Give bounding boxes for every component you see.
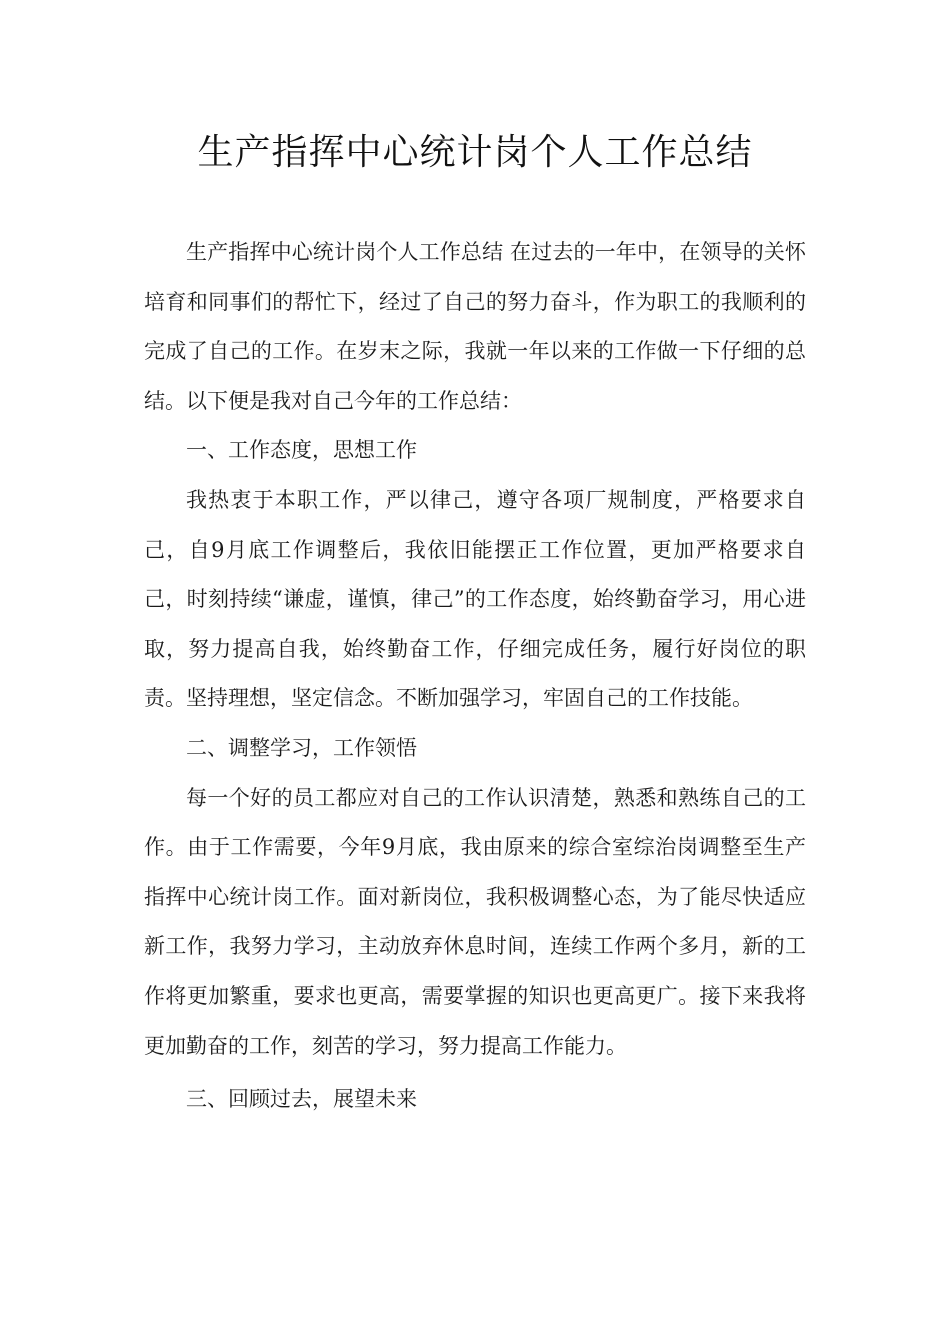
intro-paragraph: 生产指挥中心统计岗个人工作总结 在过去的一年中，在领导的关怀培育和同事们的帮忙下，经过了自己的努力奋斗，作为职工的我顺利的完成了自己的工作。在岁末之际，我就一年以来的工作做一下仔细的总结。以下便是我对自己今年的工作总结： [144, 240, 806, 413]
section-body-2: 每一个好的员工都应对自己的工作认识清楚，熟悉和熟练自己的工作。由于工作需要，今年9月底，我由原来的综合室综治岗调整至生产指挥中心统计岗工作。面对新岗位，我积极调整心态，为了能尽快适应新工作，我努力学习，主动放弃休息时间，连续工作两个多月，新的工作将更加繁重，要求也更高，需要掌握的知识也更高更广。接下来我将更加勤奋的工作，刻苦的学习，努力提高工作能力。 [144, 785, 806, 1058]
section-heading-2: 二、调整学习，工作领悟 [186, 735, 417, 760]
section-heading-1: 一、工作态度，思想工作 [186, 438, 417, 463]
section-body-1: 我热衷于本职工作，严以律己，遵守各项厂规制度，严格要求自己，自9月底工作调整后，我依旧能摆正工作位置，更加严格要求自己，时刻持续“谦虚，谨慎，律己”的工作态度，始终勤奋学习，用心进取，努力提高自我，始终勤奋工作，仔细完成任务，履行好岗位的职责。坚持理想，坚定信念。不断加强学习，牢固自己的工作技能。 [144, 487, 806, 711]
document-title: 生产指挥中心统计岗个人工作总结 [197, 132, 753, 173]
section-heading-3: 三、回顾过去，展望未来 [186, 1087, 417, 1112]
document-body [144, 228, 806, 1125]
